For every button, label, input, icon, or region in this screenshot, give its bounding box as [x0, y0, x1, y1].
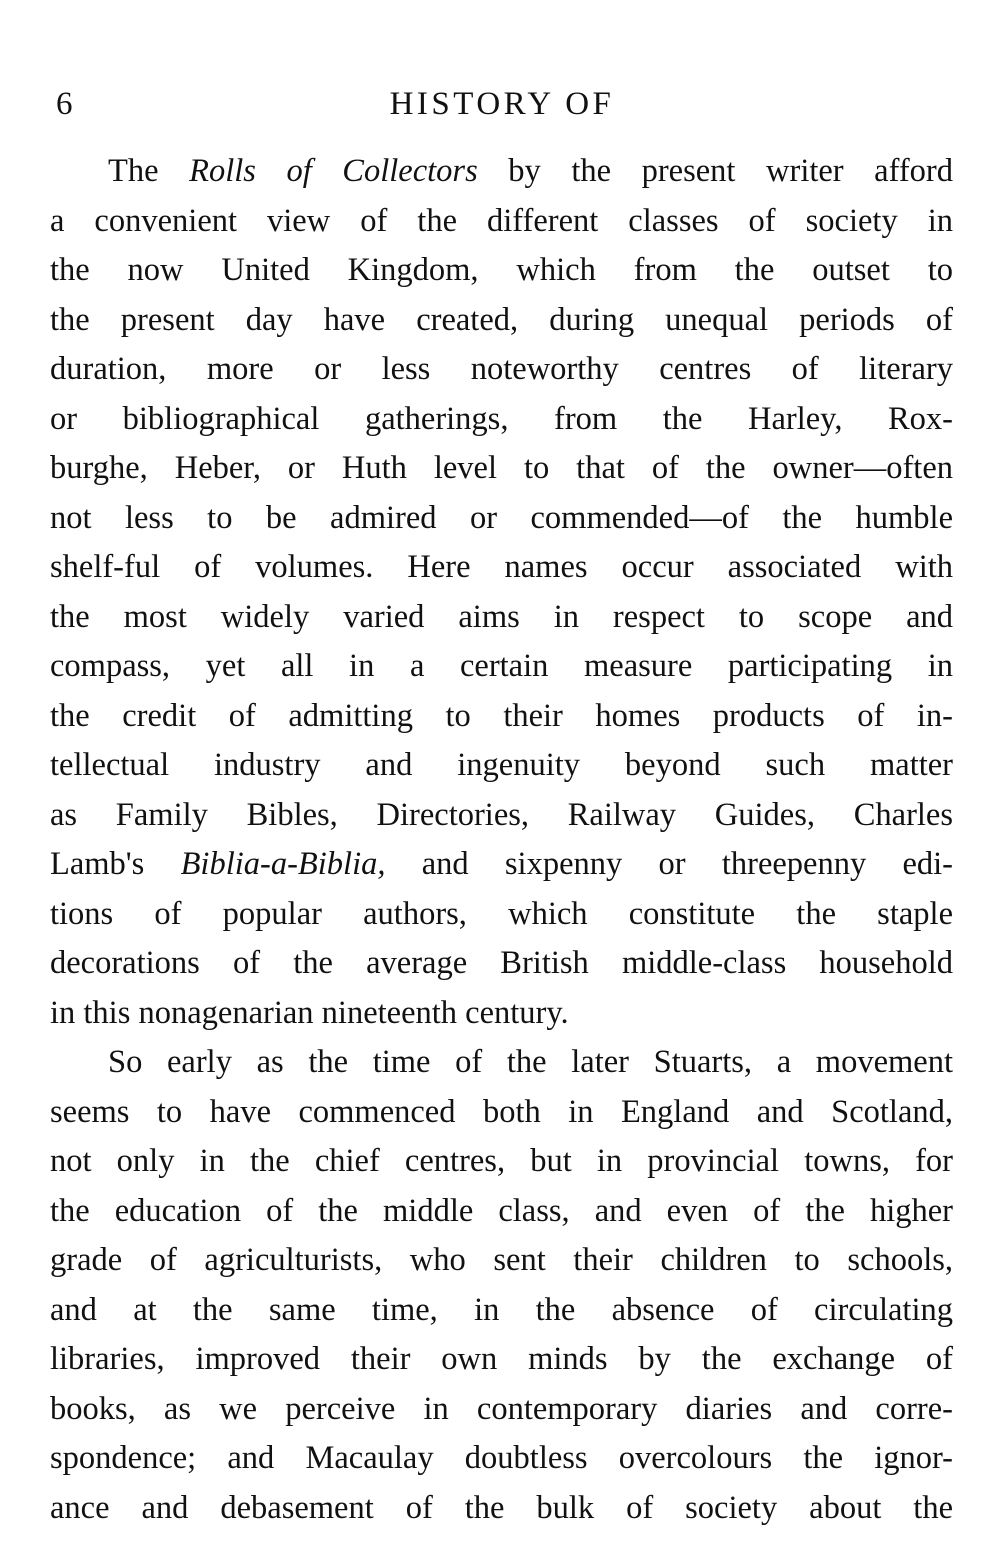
text-run: compass, yet all in a certain measure participating in — [50, 648, 953, 684]
text-run: libraries, improved their own minds by the exchange of — [50, 1341, 953, 1377]
text-run: tellectual industry and ingenuity beyond such matter — [50, 747, 953, 783]
text-run: ance and debasement of the bulk of society about the — [50, 1489, 953, 1526]
text-run: not only in the chief centres, but in provincial towns, for — [50, 1143, 953, 1179]
text-line — [50, 147, 953, 197]
text-run: or bibliographical gatherings, from the Harley, Rox- — [50, 400, 953, 437]
text-line — [50, 197, 953, 247]
text-run: the now United Kingdom, which from the outset to — [50, 252, 953, 288]
text-line — [50, 494, 953, 544]
text-run: seems to have commenced both in England and Scotland, — [50, 1093, 953, 1130]
text-run: duration, more or less noteworthy centres of literary — [50, 351, 953, 387]
text-run: The — [108, 153, 190, 189]
italic-title: Biblia-a-Biblia, — [180, 846, 386, 882]
text-run: and sixpenny or threepenny edi- — [385, 846, 954, 882]
page-number: 6 — [56, 86, 74, 122]
text-line — [50, 989, 953, 1039]
italic-title: Rolls of Collectors — [189, 153, 478, 189]
text-run: the education of the middle class, and even of the higher — [50, 1192, 953, 1229]
text-run: as Family Bibles, Directories, Railway Guides, Charles — [50, 796, 953, 833]
text-line — [50, 1088, 953, 1138]
text-run: in this nonagenarian nineteenth century. — [50, 994, 569, 1031]
text-line — [50, 1187, 953, 1237]
text-line — [50, 444, 953, 494]
text-line — [50, 939, 953, 989]
text-run: a convenient view of the different classes of society in — [50, 202, 953, 239]
text-run: burghe, Heber, or Huth level to that of the owner—often — [50, 450, 953, 486]
text-line — [50, 543, 953, 593]
text-run: tions of popular authors, which constitute the staple — [50, 895, 953, 932]
body-text — [50, 147, 953, 1533]
text-run: Lamb's — [50, 846, 181, 882]
running-head: HISTORY OF — [389, 86, 615, 122]
text-run: shelf-ful of volumes. Here names occur associated with — [50, 549, 953, 585]
text-line — [50, 791, 953, 841]
text-run: by the present writer afford — [477, 153, 953, 189]
text-run: So early as the time of the later Stuarts, a movement — [108, 1044, 953, 1080]
text-run: the most widely varied aims in respect to scope and — [50, 598, 953, 635]
text-line — [50, 1484, 953, 1534]
text-line — [50, 692, 953, 742]
text-line — [50, 890, 953, 940]
text-line — [50, 296, 953, 346]
text-run: not less to be admired or commended—of the humble — [50, 499, 953, 536]
text-run: decorations of the average British middle-class household — [50, 945, 953, 981]
text-line — [50, 246, 953, 296]
text-line — [50, 741, 953, 791]
text-line — [50, 593, 953, 643]
text-line — [50, 642, 953, 692]
text-line — [50, 1038, 953, 1088]
text-line — [50, 1286, 953, 1336]
text-line — [50, 1236, 953, 1286]
text-run: spondence; and Macaulay doubtless overcolours the ignor- — [50, 1440, 953, 1476]
text-line — [50, 1335, 953, 1385]
text-line — [50, 1385, 953, 1435]
text-line — [50, 395, 953, 445]
text-run: the credit of admitting to their homes products of in- — [50, 697, 953, 734]
text-line — [50, 840, 953, 890]
text-run: grade of agriculturists, who sent their children to schools, — [50, 1242, 953, 1278]
text-run: the present day have created, during unequal periods of — [50, 301, 953, 338]
text-run: books, as we perceive in contemporary diaries and corre- — [50, 1390, 953, 1427]
text-line — [50, 1434, 953, 1484]
text-line — [50, 1137, 953, 1187]
text-run: and at the same time, in the absence of circulating — [50, 1291, 953, 1328]
page-header — [52, 80, 952, 128]
text-line — [50, 345, 953, 395]
